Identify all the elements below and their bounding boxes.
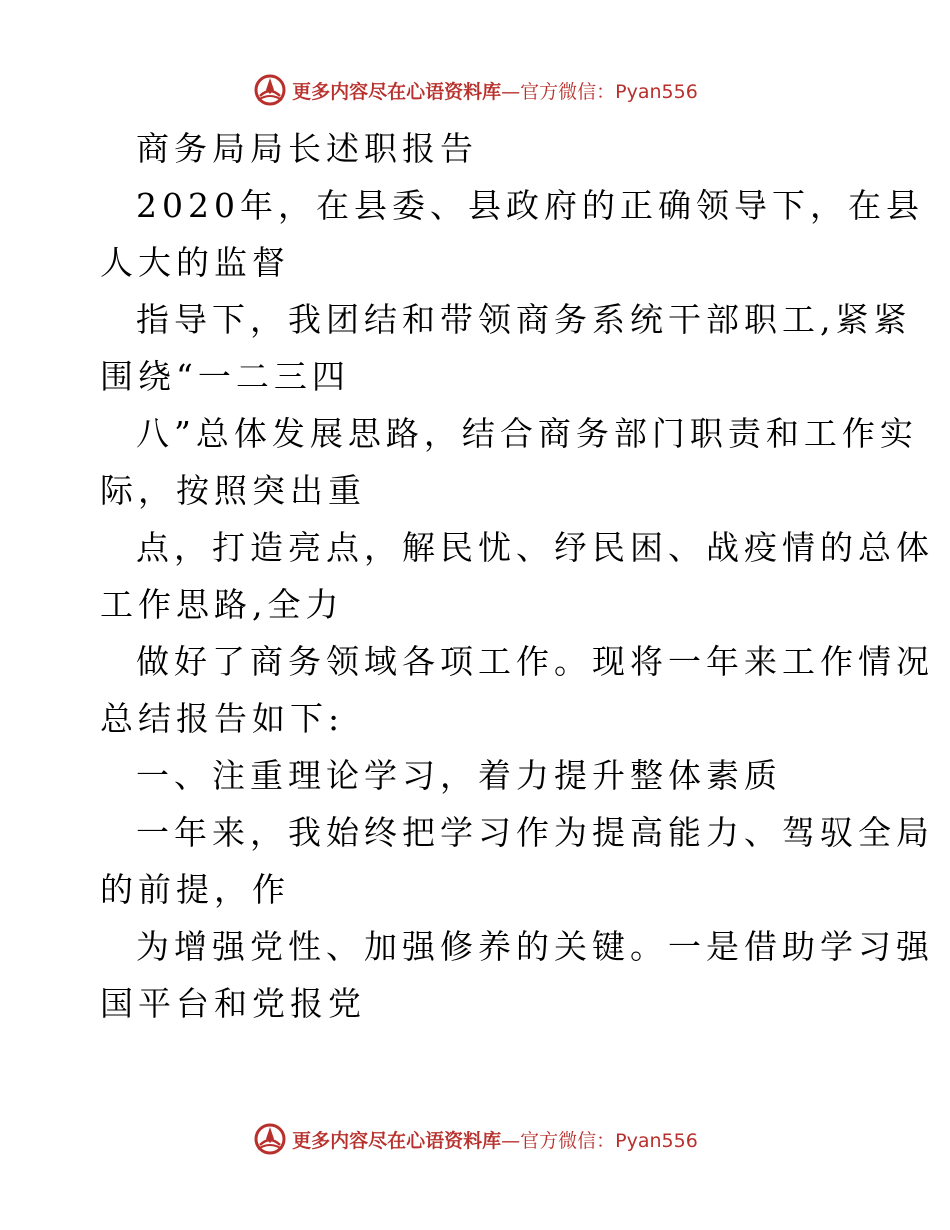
footer-watermark-banner xyxy=(0,1119,950,1159)
document-body xyxy=(100,120,934,1032)
text-line: 指导下，我团结和带领商务系统干部职工,紧紧 xyxy=(136,300,912,339)
document-title: 商务局局长述职报告 xyxy=(136,129,478,168)
text-line: 八”总体发展思路，结合商务部门职责和工作实 xyxy=(136,414,918,453)
header-banner-text: 更多内容尽在心语资料库 xyxy=(292,80,502,103)
text-line: 人大的监督 xyxy=(100,243,290,282)
text-line: 为增强党性、加强修养的关键。一是借助学习强 xyxy=(136,927,934,966)
header-watermark-banner xyxy=(0,70,950,110)
text-line: 做好了商务领域各项工作。现将一年来工作情况 xyxy=(136,642,934,681)
text-line: 一年来，我始终把学习作为提高能力、驾驭全局 xyxy=(136,813,934,852)
book-quill-logo-icon xyxy=(252,1121,288,1157)
header-banner-inner xyxy=(252,72,698,108)
text-line: 工作思路,全力 xyxy=(100,585,344,624)
text-line: 的前提，作 xyxy=(100,870,290,909)
text-line: 围绕“一二三四 xyxy=(100,357,350,396)
header-banner-suffix: —官方微信：Pyan556 xyxy=(501,80,698,103)
text-line: 2020年，在县委、县政府的正确领导下，在县 xyxy=(136,186,924,225)
footer-banner-suffix: —官方微信：Pyan556 xyxy=(501,1129,698,1152)
text-line: 点，打造亮点，解民忧、纾民困、战疫情的总体 xyxy=(136,528,934,567)
text-line: 国平台和党报党 xyxy=(100,984,366,1023)
book-quill-logo-icon xyxy=(252,72,288,108)
footer-banner-text: 更多内容尽在心语资料库 xyxy=(292,1129,502,1152)
text-line: 总结报告如下: xyxy=(100,699,345,738)
section-heading: 一、注重理论学习，着力提升整体素质 xyxy=(136,756,782,795)
footer-banner-inner xyxy=(252,1121,698,1157)
text-line: 际，按照突出重 xyxy=(100,471,366,510)
